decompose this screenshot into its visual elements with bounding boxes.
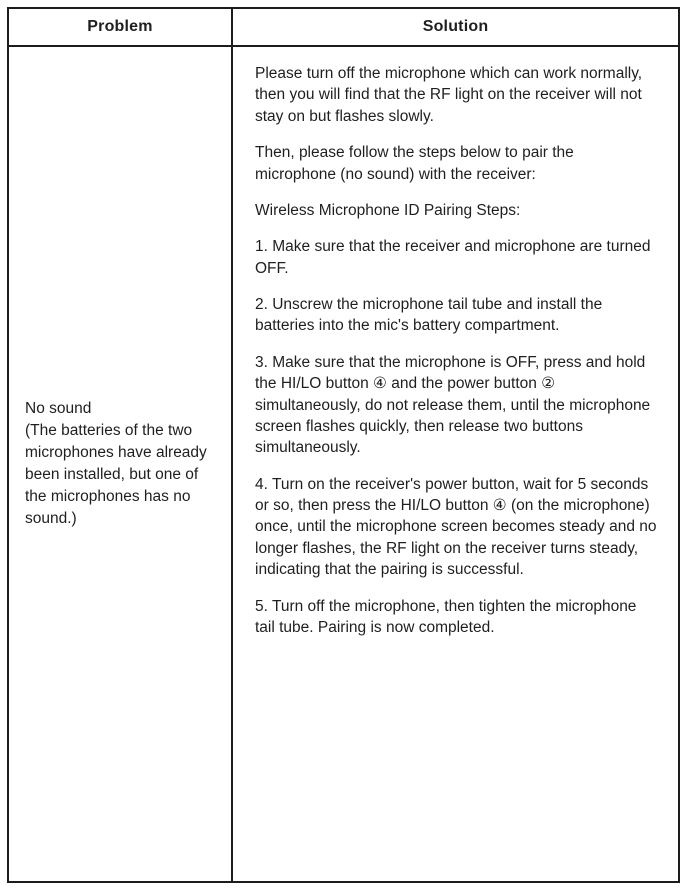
solution-paragraph-intro: Please turn off the microphone which can work normally, then you will find that the RF light on the receiver will not stay on but flashes slowly. <box>255 65 643 125</box>
table-row <box>9 47 678 881</box>
solution-step-5: 5. Turn off the microphone, then tighten the microphone tail tube. Pairing is now completed. <box>255 597 637 636</box>
problem-note: (The batteries of the two microphones have already been installed, but one of the microphones has no sound.) <box>25 422 207 527</box>
problem-column-header: Problem <box>9 9 233 45</box>
problem-cell <box>9 47 233 881</box>
solution-column-header: Solution <box>422 18 489 35</box>
problem-title: No sound <box>25 400 92 417</box>
solution-paragraph-pairing-heading: Wireless Microphone ID Pairing Steps: <box>255 201 521 219</box>
solution-cell <box>233 47 675 881</box>
troubleshooting-table <box>7 7 680 883</box>
solution-step-2: 2. Unscrew the microphone tail tube and install the batteries into the mic's battery compartment. <box>255 296 603 335</box>
solution-step-4: 4. Turn on the receiver's power button, wait for 5 seconds or so, then press the HI/LO button ④ (on the microphone) once, until the microphone screen becomes steady and no longer flashes, the RF light on the receiver turns steady, indicating that the pairing is successful. <box>255 475 657 579</box>
solution-step-3: 3. Make sure that the microphone is OFF, press and hold the HI/LO button ④ and the power button ② simultaneously, do not release them, until the microphone screen flashes quickly, then release two buttons simultaneously. <box>255 353 651 457</box>
solution-paragraph-follow: Then, please follow the steps below to pair the microphone (no sound) with the receiver: <box>255 144 574 183</box>
solution-step-1: 1. Make sure that the receiver and microphone are turned OFF. <box>255 238 651 277</box>
table-header-row <box>9 9 678 47</box>
